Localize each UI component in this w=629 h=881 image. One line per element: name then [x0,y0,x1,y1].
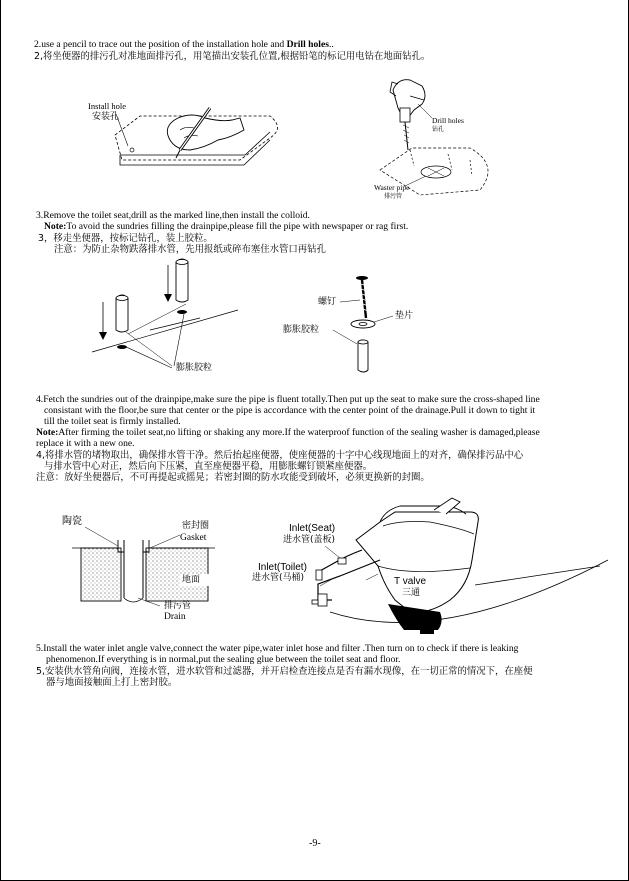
screw-label: 螺钉 [318,297,337,307]
anchor-label-left: 膨胀胶粒 [176,363,213,373]
step4-chinese-2: 与排水管中心对正，然后向下压紧，直至座便器平稳，用膨胀螺钉锁紧座便器。 [44,461,373,472]
anchor-label: 膨胀胶粒 [283,325,320,335]
drill-holes-label-cn: 钻孔 [432,126,445,133]
page-number: -9- [309,838,321,849]
drain-label-cn: 排污管 [164,601,192,611]
floor-label: 地面 [182,575,201,585]
tvalve-label-cn: 三通 [402,588,421,598]
step4-english-1: 4.Fetch the sundries out of the drainpipe,make sure the pipe is fluent totally.Then put up the seat to make sure the cross-shaped line [36,394,540,405]
step2-chinese: 2,将坐便器的排污孔对准地面排污孔，用笔描出安装孔位置,根据铅笔的标记用电钻在地面钻孔。 [34,51,431,62]
step4-english-2: consistant with the floor,be sure that center or the pipe is accordance with the center point of the drainage.Pull it down to tight it [44,405,536,416]
step3-english: 3.Remove the toilet seat,drill as the marked line,then install the colloid. [36,210,310,221]
step4-chinese-1: 4,将排水管的堵物取出，确保排水管干净。然后抬起座便器，使座便器的十字中心线现地面上的对齐，确保排污品中心 [36,450,524,461]
inlet-toilet-label-en: Inlet(Toilet) [258,562,307,573]
step4-english-3: till the toilet seat is firmly installed. [44,416,181,427]
install-hole-label-en: Install hole [88,101,127,111]
waste-pipe-label-cn: 排污管 [384,193,403,200]
gasket-label-cn: 密封圈 [182,521,210,531]
ceramic-label: 陶瓷 [62,516,82,527]
gasket-label-en: Gasket [180,533,207,543]
step2-english: 2.use a pencil to trace out the position of the installation hole and Drill holes.. [34,39,334,50]
step5-chinese-1: 5,安装供水管角向阀，连接水管，进水软管和过滤器，并开启检查连接点是否有漏水现像，在一切正常的情况下，在座便 [36,666,533,677]
step4-note-2: replace it with a new one. [36,438,135,449]
inlet-seat-label-cn: 进水管(盖板) [283,535,336,545]
step4-note: Note:After firming the toilet seat,no lifting or shaking any more.If the waterproof function of the sealing washer is damaged,please [36,427,540,438]
waste-pipe-label-en: Waster pipe [374,183,410,192]
step5-english-1: 5.Install the water inlet angle valve,connect the water pipe,water inlet hose and filter .Then turn on to check if there is leaking [36,643,519,654]
step5-english-2: phenomenon.If everything is in normal,put the sealing glue between the toilet seat and floor. [46,654,401,665]
step4-chinese-3: 注意：放好坐便器后，不可再提起或摇晃；若密封圈的防水攻能受到破坏，必须更换新的封圈。 [36,472,430,483]
step5-chinese-2: 器与地面接触面上打上密封胶。 [46,677,178,688]
inlet-toilet-label-cn: 进水管(马桶) [252,573,305,583]
step3-note: Note:To avoid the sundries filling the drainpipe,please fill the pipe with newspaper or rag first. [44,221,409,232]
inlet-seat-label-en: Inlet(Seat) [289,523,336,534]
step3-chinese-2: 注意：为防止杂物跌落排水管，先用报纸或碎布塞住水管口再钻孔 [54,244,326,255]
drill-holes-label-en: Drill holes [432,116,464,125]
tvalve-label-en: T valve [394,576,427,587]
washer-label: 垫片 [395,311,414,321]
install-hole-label-cn: 安装孔 [92,112,120,122]
step3-chinese-1: 3，移走坐便器，按标记钻孔，装上胶粒。 [38,233,213,244]
drain-label-en: Drain [164,612,186,622]
